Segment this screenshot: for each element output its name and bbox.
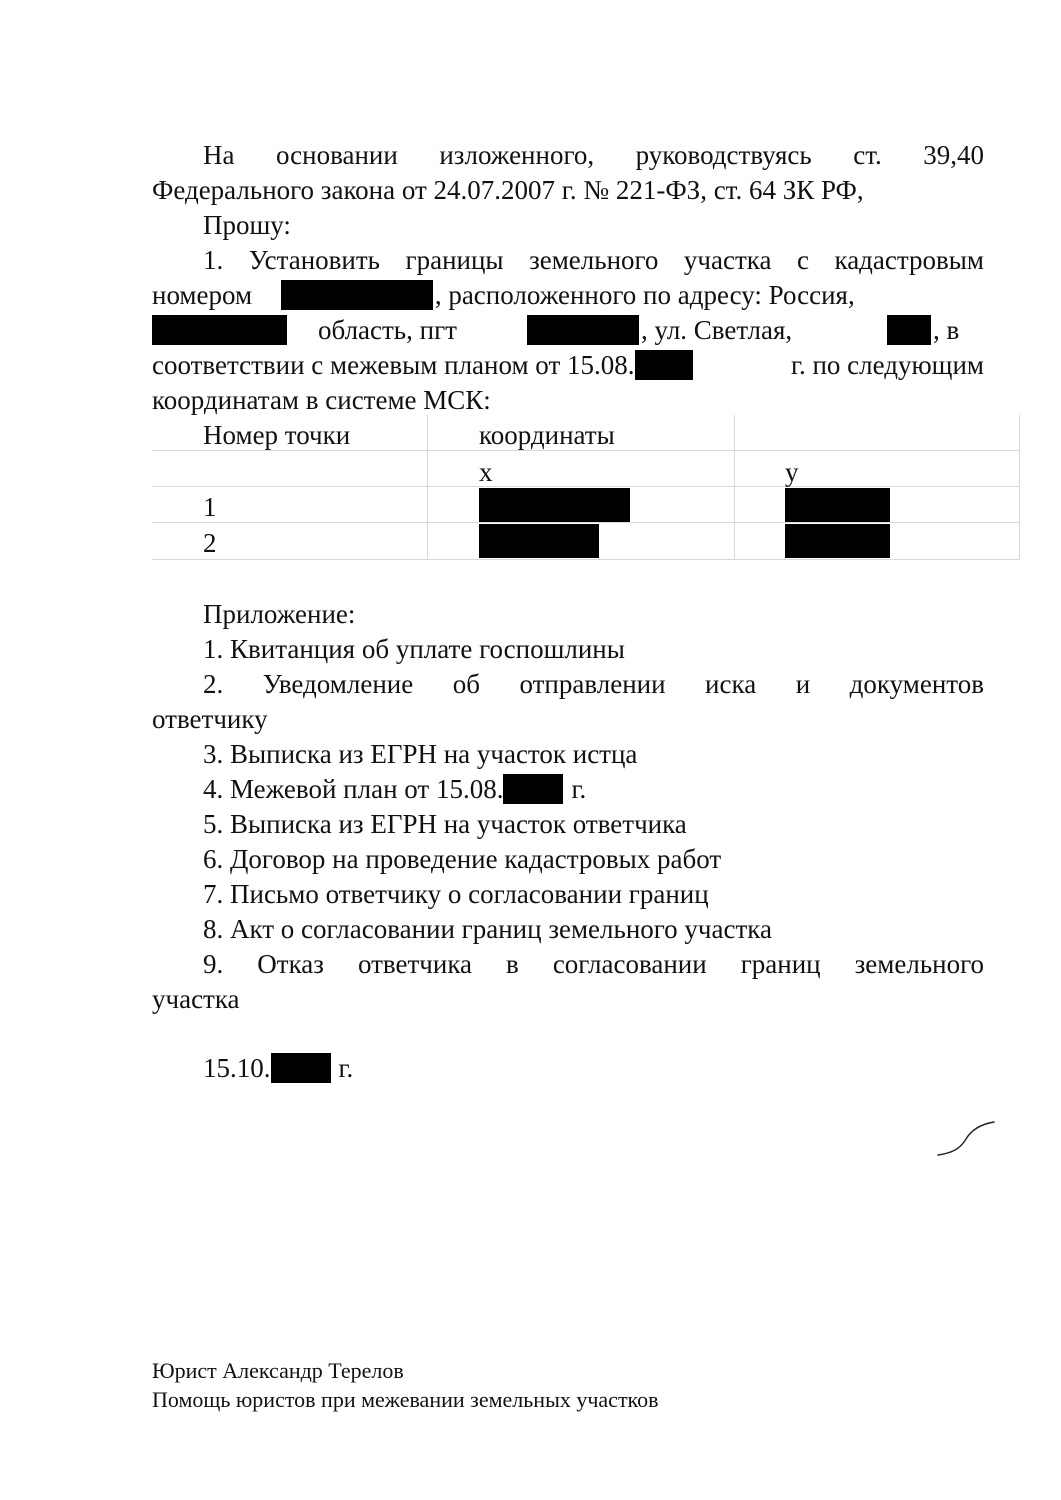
table-grid-line (1019, 415, 1020, 560)
attachment-item: 9. Отказ ответчика в согласовании границ земельного (203, 949, 984, 979)
redaction-block (271, 1053, 331, 1083)
signature-mark (930, 1115, 1000, 1160)
redaction-block (635, 350, 693, 380)
attachments-heading: Приложение: (203, 599, 356, 629)
redaction-block (503, 774, 563, 804)
coordinates-table (152, 415, 1020, 560)
request-text: соответствии с межевым планом от 15.08. (152, 350, 635, 380)
table-header-x: x (479, 457, 493, 487)
attachment-item: 3. Выписка из ЕГРН на участок истца (203, 739, 638, 769)
request-item-1-line-3-mid (527, 313, 827, 347)
request-text: г. по следующим (790, 350, 984, 380)
table-header-y: y (785, 457, 799, 487)
date-text: г. (338, 1053, 354, 1083)
attachment-item: 1. Квитанция об уплате госпошлины (203, 634, 625, 664)
footer-tagline: Помощь юристов при межевании земельных участков (152, 1387, 659, 1412)
attachment-item: 5. Выписка из ЕГРН на участок ответчика (203, 809, 687, 839)
date-text: 15.10. (203, 1053, 271, 1083)
table-grid-line (152, 522, 1020, 523)
table-grid-line (427, 415, 428, 560)
attachment-text: г. (571, 774, 587, 804)
document-date (203, 1051, 984, 1085)
redaction-block (785, 488, 890, 522)
request-item-1-line-5: координатам в системе МСК: (152, 385, 491, 415)
table-header-point: Номер точки (203, 420, 351, 450)
redaction-block (479, 488, 630, 522)
footer-author: Юрист Александр Терелов (152, 1358, 404, 1383)
intro-line-2: Федерального закона от 24.07.2007 г. № 221-ФЗ, ст. 64 ЗК РФ, (152, 175, 864, 205)
table-row-point: 2 (203, 528, 217, 558)
request-text: , ул. Светлая, (641, 315, 793, 345)
attachment-item-continued: участка (152, 984, 240, 1014)
intro-line-1: На основании изложенного, руководствуясь ст. 39,40 (203, 140, 984, 170)
attachment-item: 6. Договор на проведение кадастровых работ (203, 844, 722, 874)
attachment-item-continued: ответчику (152, 704, 268, 734)
redaction-block (785, 524, 890, 558)
redaction-block (152, 315, 287, 345)
table-grid-line (152, 559, 1020, 560)
table-grid-line (734, 415, 735, 560)
request-text: область, пгт (318, 315, 457, 345)
table-header-coordinates: координаты (479, 420, 615, 450)
redaction-block (281, 280, 433, 310)
redaction-block (479, 524, 599, 558)
request-heading: Прошу: (203, 210, 291, 240)
request-item-1-line-1: 1. Установить границы земельного участка с кадастровым (203, 245, 984, 275)
attachment-item (203, 772, 984, 806)
request-text: , в (933, 315, 960, 345)
attachment-text: 4. Межевой план от 15.08. (203, 774, 504, 804)
table-grid-line (152, 486, 1020, 487)
attachment-item: 8. Акт о согласовании границ земельного участка (203, 914, 772, 944)
redaction-block (527, 315, 639, 345)
request-item-1-line-2 (152, 278, 984, 312)
request-item-1-line-3-end (887, 313, 984, 347)
redaction-block (887, 315, 931, 345)
table-row-point: 1 (203, 492, 217, 522)
request-text: номером (152, 280, 253, 310)
attachment-item: 7. Письмо ответчику о согласовании границ (203, 879, 709, 909)
attachment-item: 2. Уведомление об отправлении иска и документов (203, 669, 984, 699)
request-text: , расположенного по адресу: Россия, (434, 280, 855, 310)
